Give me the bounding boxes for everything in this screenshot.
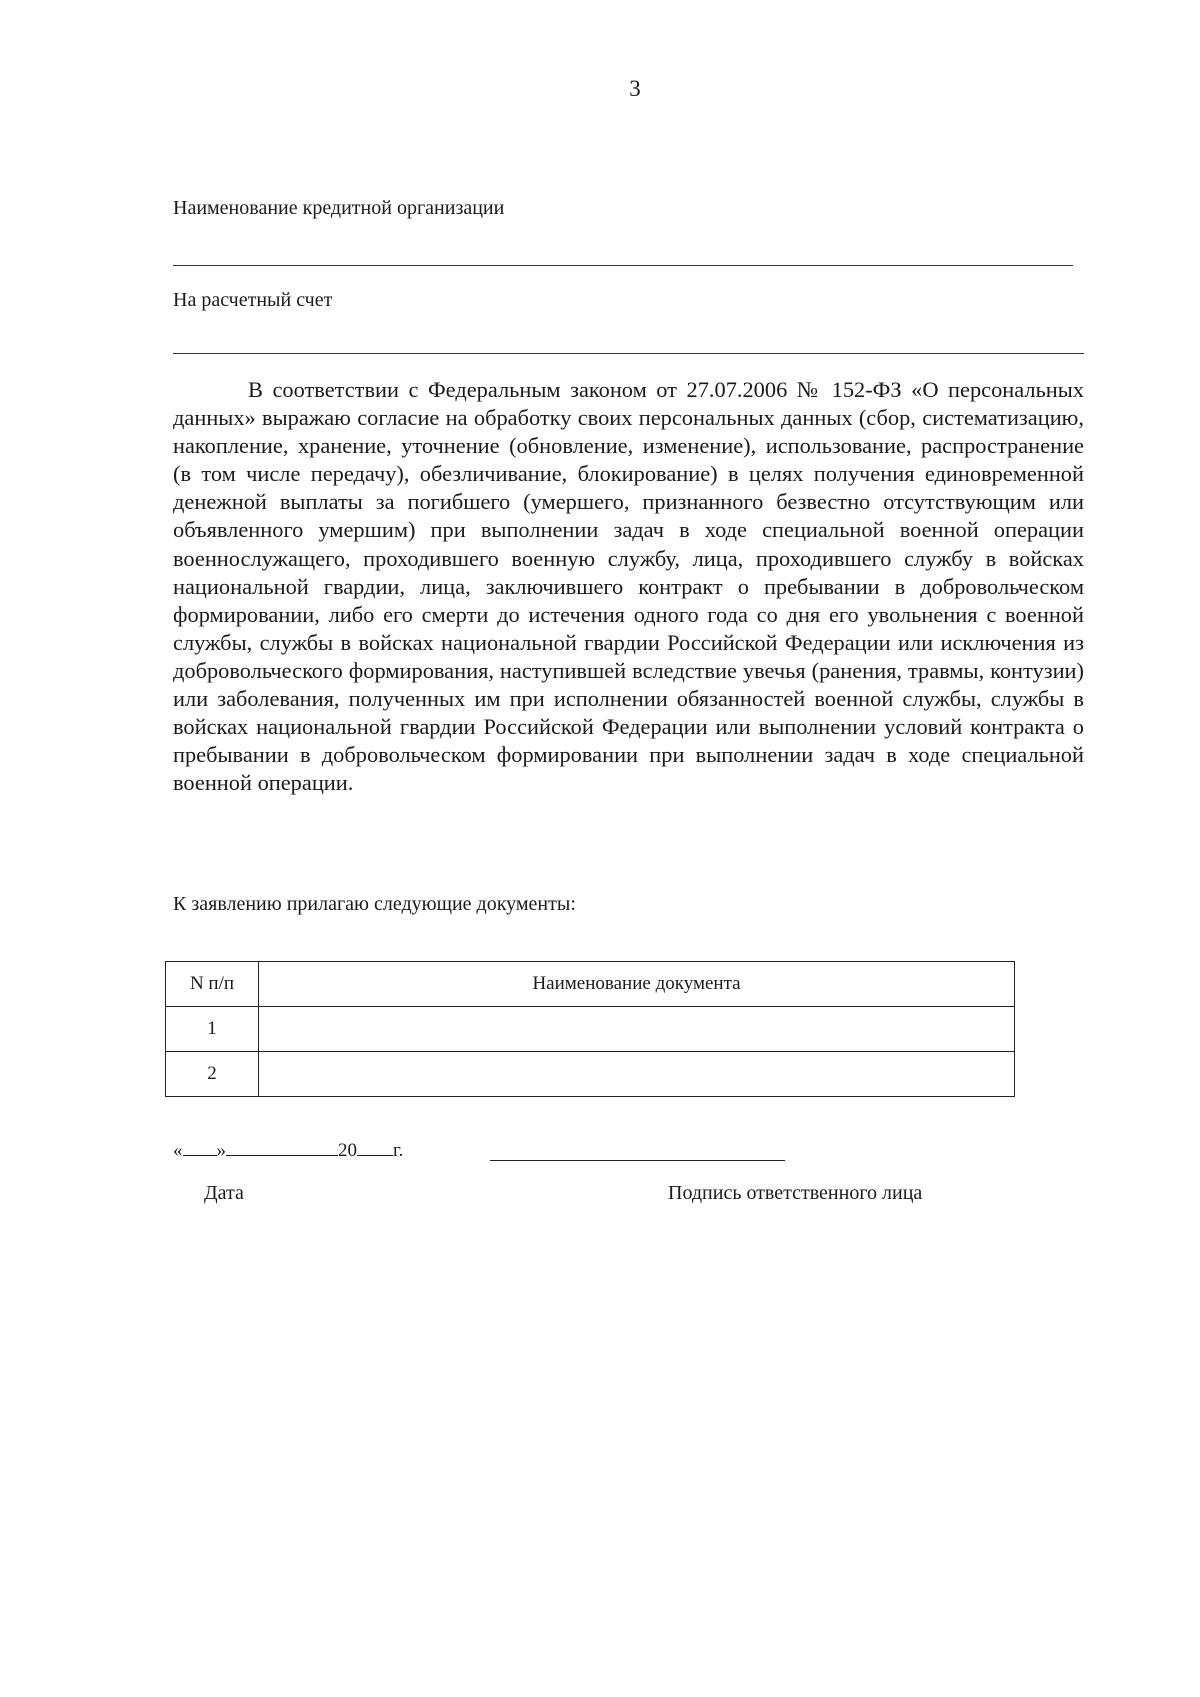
consent-paragraph: В соответствии с Федеральным законом от 27.07.2006 № 152-ФЗ «О персональных данных» выражаю согласие на обработку своих персональных данных (сбор, систематизацию, накопление, хранение, уточнение (обновление, изменение), использование, распространение (в том числе передачу), обезличивание, блокирование) в целях получения единовременной денежной выплаты за погибшего (умершего, признанного безвестно отсутствующим или объявленного умершим) при выполнении задач в ходе специальной военной операции военнослужащего, проходившего военную службу, лица, проходившего службу в войсках национальной гвардии, лица, заключившего контракт о пребывании в добровольческом формировании, либо его смерти до истечения одного года со дня его увольнения с военной службы, службы в войсках национальной гвардии Российской Федерации или исключения из добровольческого формирования, наступившей вследствие увечья (ранения, травмы, контузии) или заболевания, полученных им при исполнении обязанностей военной службы, службы в войсках национальной гвардии Российской Федерации или выполнении условий контракта о пребывании в добровольческом формировании при выполнении задач в ходе специальной военной операции. <box>173 377 1084 796</box>
signature-line[interactable] <box>490 1160 785 1161</box>
year-blank[interactable] <box>357 1137 393 1156</box>
bank-name-line[interactable] <box>173 265 1073 266</box>
row-number: 2 <box>166 1052 259 1097</box>
signature-caption: Подпись ответственного лица <box>668 1182 923 1204</box>
document-name-cell[interactable] <box>259 1052 1015 1097</box>
table-row <box>166 1007 1015 1052</box>
date-field <box>173 1137 403 1162</box>
table-header-row <box>166 962 1015 1007</box>
date-close-quote: » <box>216 1140 226 1161</box>
documents-table <box>165 961 1015 1097</box>
document-name-cell[interactable] <box>259 1007 1015 1052</box>
day-blank[interactable] <box>183 1137 217 1156</box>
year-prefix: 20 <box>338 1140 357 1161</box>
account-line[interactable] <box>173 353 1084 354</box>
year-suffix: г. <box>393 1140 404 1161</box>
row-number: 1 <box>166 1007 259 1052</box>
header-document-name: Наименование документа <box>259 962 1015 1007</box>
bank-name-label: Наименование кредитной организации <box>173 197 505 219</box>
month-blank[interactable] <box>226 1137 338 1156</box>
date-caption: Дата <box>204 1182 244 1204</box>
table-row <box>166 1052 1015 1097</box>
header-number: N п/п <box>166 962 259 1007</box>
account-label: На расчетный счет <box>173 289 333 311</box>
date-open-quote: « <box>173 1140 183 1161</box>
page-number: 3 <box>629 76 641 101</box>
attachments-label: К заявлению прилагаю следующие документы: <box>173 893 576 915</box>
